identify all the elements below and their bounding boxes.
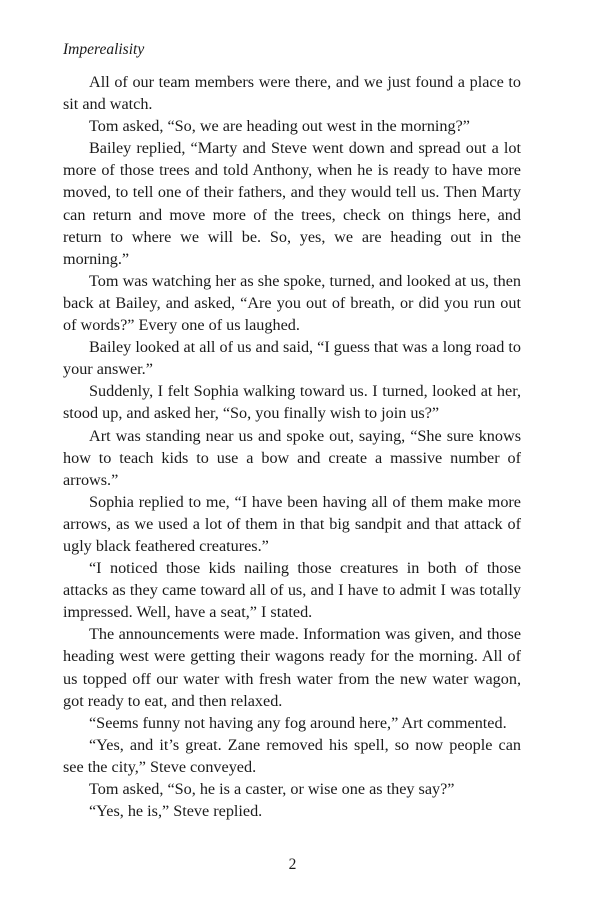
paragraph: “Seems funny not having any fog around here,” Art commented. — [89, 713, 507, 732]
paragraph: All of our team members were there, and we just found a place to sit and watch. — [63, 73, 521, 114]
paragraph: Tom was watching her as she spoke, turned, and looked at us, then back at Bailey, and asked, “Are you out of breath, or did you run out of words?” Every one of us laughed. — [63, 271, 521, 335]
paragraph: The announcements were made. Information was given, and those heading west were getting their wagons ready for the morning. All of us topped off our water with fresh water from the new water wagon, got ready to eat, and then relaxed. — [63, 625, 521, 710]
paragraph: Tom asked, “So, he is a caster, or wise one as they say?” — [89, 780, 455, 798]
paragraph: Art was standing near us and spoke out, saying, “She sure knows how to teach kids to use a bow and create a massive number of arrows.” — [63, 426, 521, 489]
paragraph: Bailey looked at all of us and said, “I guess that was a long road to your answer.” — [63, 338, 521, 379]
running-head: Imperealisity — [63, 41, 145, 58]
paragraph: Suddenly, I felt Sophia walking toward us. I turned, looked at her, stood up, and asked her, “So, you finally wish to join us?” — [63, 382, 521, 423]
paragraph: “Yes, he is,” Steve replied. — [89, 802, 263, 821]
paragraph: Bailey replied, “Marty and Steve went down and spread out a lot more of those trees and told Anthony, when he is ready to have more moved, to tell one of their fathers, and they would tell us. Then Marty can return and move more of the trees, check on things here, and return to where we will be. So, yes, we are heading out in the morning.” — [63, 139, 521, 268]
paragraph: Sophia replied to me, “I have been having all of them make more arrows, as we used a lot of them in that big sandpit and that attack of ugly black feathered creatures.” — [63, 492, 521, 555]
paragraph: Tom asked, “So, we are heading out west in the morning?” — [89, 117, 470, 136]
body-text — [63, 71, 521, 822]
paragraph: “I noticed those kids nailing those creatures in both of those attacks as they came toward all of us, and I have to admit I was totally impressed. Well, have a seat,” I stated. — [63, 559, 521, 622]
page-number: 2 — [288, 856, 297, 873]
paragraph: “Yes, and it’s great. Zane removed his spell, so now people can see the city,” Steve conveyed. — [63, 735, 521, 776]
